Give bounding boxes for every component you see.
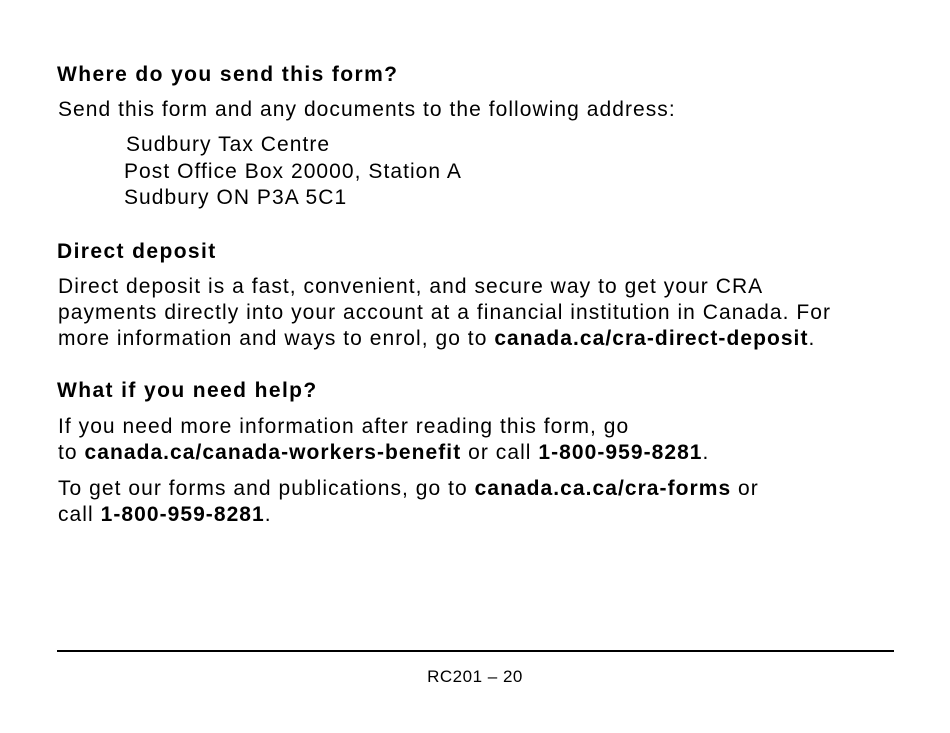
- direct-deposit-line-2: payments directly into your account at a financial institution in Canada. For: [58, 301, 832, 324]
- address-line-3: Sudbury ON P3A 5C1: [124, 186, 348, 209]
- help-p2-line-1: [58, 476, 759, 502]
- footer-divider: [57, 650, 894, 652]
- help-p2-prefix: To get our forms and publications, go to: [58, 477, 475, 500]
- help-p1-prefix: to: [58, 441, 85, 464]
- cra-forms-link[interactable]: canada.ca.ca/cra-forms: [474, 477, 732, 500]
- page-footer-label: RC201 – 20: [427, 667, 523, 686]
- direct-deposit-line-3-prefix: more information and ways to enrol, go to: [58, 327, 495, 350]
- help-p2-suffix: .: [264, 503, 272, 526]
- help-p1-line-1: If you need more information after reading this form, go: [58, 415, 630, 438]
- help-paragraph-1: [58, 414, 709, 466]
- direct-deposit-paragraph: [58, 274, 831, 352]
- help-p1-line-2: [58, 440, 709, 466]
- help-p2-line-2: [58, 502, 759, 528]
- help-p2-line-2-prefix: call: [58, 503, 101, 526]
- address-line-2: Post Office Box 20000, Station A: [124, 159, 462, 183]
- help-p1-suffix: .: [702, 441, 710, 464]
- workers-benefit-link[interactable]: canada.ca/canada-workers-benefit: [84, 441, 462, 464]
- forms-phone-number: 1-800-959-8281: [100, 503, 265, 526]
- where-heading: Where do you send this form?: [57, 63, 399, 86]
- help-paragraph-2: [58, 476, 759, 528]
- help-heading: What if you need help?: [57, 379, 318, 402]
- direct-deposit-line-1: Direct deposit is a fast, convenient, and secure way to get your CRA: [58, 275, 764, 298]
- help-phone-number: 1-800-959-8281: [538, 441, 703, 464]
- direct-deposit-heading: Direct deposit: [57, 240, 217, 263]
- direct-deposit-line-3-suffix: .: [808, 327, 816, 350]
- help-p1-middle: or call: [461, 441, 539, 464]
- help-p2-middle: or: [731, 477, 759, 500]
- address-line-1: Sudbury Tax Centre: [126, 133, 331, 156]
- direct-deposit-link[interactable]: canada.ca/cra-direct-deposit: [494, 327, 809, 350]
- direct-deposit-line-3: [58, 326, 831, 352]
- mailing-address: [124, 132, 462, 212]
- where-intro: Send this form and any documents to the following address:: [58, 98, 676, 121]
